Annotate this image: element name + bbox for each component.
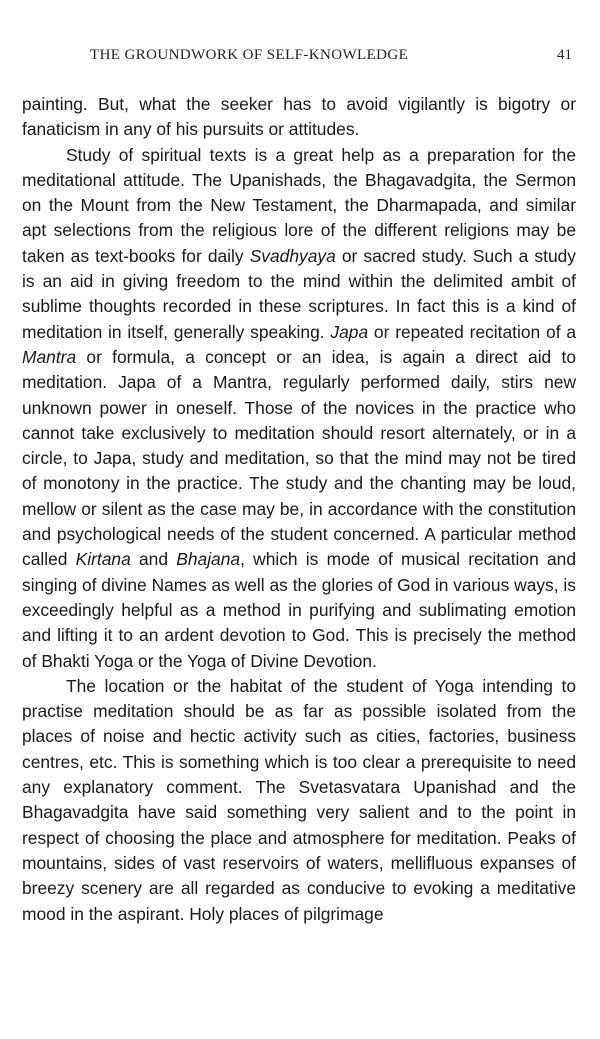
running-head: THE GROUNDWORK OF SELF-KNOWLEDGE	[90, 47, 409, 63]
text-run: painting. But, what the seeker has to avoid vigilantly is bigotry or fanaticism in any of his pursuits or attitudes.	[22, 94, 576, 140]
italic-term: Mantra	[22, 346, 77, 367]
paragraph	[22, 674, 576, 927]
text-run: or formula, a concept or an idea, is again a direct aid to meditation. Japa of a Mantra, regularly performed daily, stirs new unknown power in oneself. Those of the novices in the practice who cannot take exclusively to meditation should resort alternately, or in a circle, to Japa, study and meditation, so that the mind may not be tired of monotony in the practice. The study and the chanting may be loud, mellow or silent as the case may be, in accordance with the constitution and psychological needs of the student concerned. A particular method called	[22, 346, 576, 570]
paragraph	[22, 92, 576, 143]
text-run: The location or the habitat of the student of Yoga intending to practise meditation should be as far as possible isolated from the places of noise and hectic activity such as cities, factories, business centres, etc. This is something which is too clear a prerequisite to need any explanatory comment. The Svetasvatara Upanishad and the Bhagavadgita have said something very salient and to the point in respect of choosing the place and atmosphere for meditation. Peaks of mountains, sides of vast reservoirs of waters, mellifluous expanses of breezy scenery are all regarded as conducive to evoking a meditative mood in the aspirant. Holy places of pilgrimage	[22, 675, 576, 924]
text-run: and	[130, 549, 177, 570]
page-header	[0, 47, 600, 69]
italic-term: Kirtana	[75, 549, 131, 570]
text-run: or sacred study. Such a study is an aid in giving freedom to the mind within the delimited ambit of sublime thoughts recorded in these scriptures. In fact this is a kind of meditation in itself, generally speaking.	[22, 245, 576, 342]
page-number: 41	[557, 47, 572, 63]
italic-term: Svadhyaya	[249, 245, 336, 266]
paragraph	[22, 143, 576, 674]
text-run: Study of spiritual texts is a great help as a preparation for the meditational attitude. The Upanishads, the Bhagavadgita, the Sermon on the Mount from the New Testament, the Dharmapada, and similar apt selections from the religious lore of the different religions may be taken as text-books for daily	[22, 144, 576, 266]
body-text	[22, 92, 576, 927]
text-run: or repeated recitation of a	[368, 321, 576, 342]
text-run: , which is mode of musical recitation and singing of divine Names as well as the glories of God in various ways, is exceedingly helpful as a method in purifying and sublimating emotion and lifting it to an ardent devotion to God. This is precisely the method of Bhakti Yoga or the Yoga of Divine Devotion.	[22, 549, 576, 671]
italic-term: Bhajana	[176, 549, 241, 570]
italic-term: Japa	[330, 321, 369, 342]
